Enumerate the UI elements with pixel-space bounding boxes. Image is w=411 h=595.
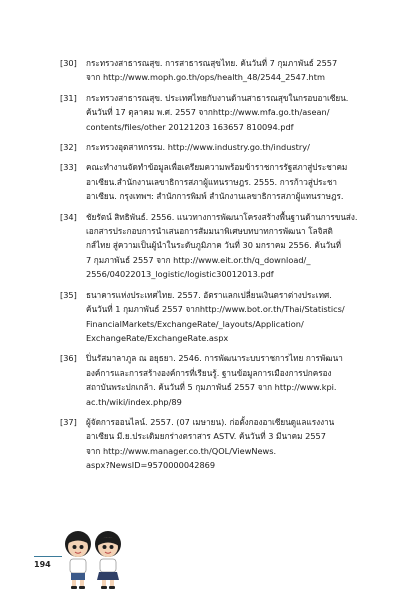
reference-line: ExchangeRate/ExchangeRate.aspx: [86, 332, 229, 343]
reference-number: [34]: [60, 211, 77, 222]
reference-text: [86, 56, 378, 85]
reference-number: [32]: [60, 142, 77, 153]
reference-number: [31]: [60, 92, 77, 103]
reference-line: ac.th/wiki/index.php/89: [86, 396, 182, 407]
reference-line: 7 กุมภาพันธ์ 2557 จาก http://www.eit.or.th/q_download/_: [86, 254, 311, 265]
reference-line: ค้นวันที่ 1 กุมภาพันธ์ 2557 จากhttp://www.bot.or.th/Thai/Statistics/: [86, 304, 345, 315]
reference-text: [86, 288, 378, 346]
reference-line: กระทรวงสาธารณสุข. การสาธารณสุขไทย. ค้นวันที่ 7 กุมภาพันธ์ 2557: [86, 58, 338, 68]
boy-mascot: [65, 531, 91, 589]
reference-line: FinancialMarkets/ExchangeRate/_layouts/Application/: [86, 318, 304, 329]
reference-line: ค้นวันที่ 17 ตุลาคม พ.ศ. 2557 จากhttp://www.mfa.go.th/asean/: [86, 107, 330, 118]
reference-entry: [60, 288, 378, 346]
reference-entry: [60, 140, 378, 154]
reference-line: อาเซียน มี.ย.ประเดิมยกร่างตราสาร ASTV. ค้นวันที่ 3 มีนาคม 2557: [86, 431, 326, 442]
reference-line: เอกสารประกอบการนำเสนอการสัมมนาพิเศษบทบาทการพัฒนา โลจิสติ: [86, 226, 333, 237]
reference-text: [86, 91, 378, 134]
reference-line: ธนาคารแห่งประเทศไทย. 2557. อัตราแลกเปลี่ยนเงินตราต่างประเทศ.: [86, 289, 332, 300]
reference-text: [86, 351, 378, 409]
page-number: 194: [34, 560, 51, 569]
reference-line: กระทรวงอุตสาหกรรม. http://www.industry.go.th/industry/: [86, 142, 310, 153]
girl-mascot: [95, 531, 121, 589]
reference-line: องค์การและการสร้างองค์การที่เรียนรู้. ฐานข้อมูลการเมืองการปกครอง: [86, 367, 332, 378]
reference-number: [35]: [60, 289, 77, 300]
reference-text: [86, 415, 378, 473]
reference-line: ปิ่นรัสมาลาภูล ณ อยุธยา. 2546. การพัฒนาระบบราชการไทย การพัฒนา: [86, 353, 343, 364]
reference-entry: [60, 415, 378, 473]
reference-line: ผู้จัดการออนไลน์. 2557. (07 เมษายน). ก่อตั้งกองอาเซียนดูแลแรงงาน: [86, 416, 335, 427]
reference-line: สถาบันพระปกเกล้า. ค้นวันที่ 5 กุมภาพันธ์ 2557 จาก http://www.kpi.: [86, 382, 337, 393]
reference-list: [60, 56, 378, 479]
reference-line: ชัยรัตน์ สิทธิพันธ์. 2556. แนวทางการพัฒนาโครงสร้างพื้นฐานด้านการขนส่ง.: [86, 211, 358, 222]
reference-text: [86, 210, 378, 282]
reference-text: [86, 140, 378, 154]
reference-number: [33]: [60, 162, 77, 173]
reference-line: จาก http://www.moph.go.th/ops/health_48/2544_2547.htm: [86, 72, 325, 83]
reference-entry: [60, 91, 378, 134]
reference-number: [30]: [60, 58, 77, 68]
reference-line: อาเซียน.สำนักงานเลขาธิการสภาผู้แทนราษฎร. 2555. การก้าวสู่ประชา: [86, 176, 338, 187]
reference-text: [86, 160, 378, 203]
reference-entry: [60, 160, 378, 203]
reference-line: คณะทำงานจัดทำข้อมูลเพื่อเตรียมความพร้อมข้าราชการรัฐสภาสู่ประชาคม: [86, 162, 348, 173]
reference-line: 2556/04022013_logistic/logistic30012013.pdf: [86, 269, 274, 280]
reference-entry: [60, 56, 378, 85]
reference-number: [36]: [60, 353, 77, 364]
reference-number: [37]: [60, 416, 77, 427]
reference-line: จาก http://www.manager.co.th/QOL/ViewNews.: [86, 445, 277, 456]
reference-line: contents/files/other 20121203 163657 810094.pdf: [86, 121, 294, 132]
student-mascots-illustration: [58, 528, 128, 590]
reference-entry: [60, 351, 378, 409]
reference-line: aspx?NewsID=9570000042869: [86, 460, 216, 471]
reference-line: กส์ไทย สู่ความเป็นผู้นำในระดับภูมิภาค วันที่ 30 มกราคม 2556. ค้นวันที่: [86, 240, 342, 251]
reference-line: กระทรวงสาธารณสุข. ประเทศไทยกับงานด้านสาธารณสุขในกรอบอาเซียน.: [86, 92, 349, 103]
reference-line: อาเซียน. กรุงเทพฯ: สำนักการพิมพ์ สำนักงานเลขาธิการสภาผู้แทนราษฎร.: [86, 191, 344, 202]
reference-entry: [60, 210, 378, 282]
